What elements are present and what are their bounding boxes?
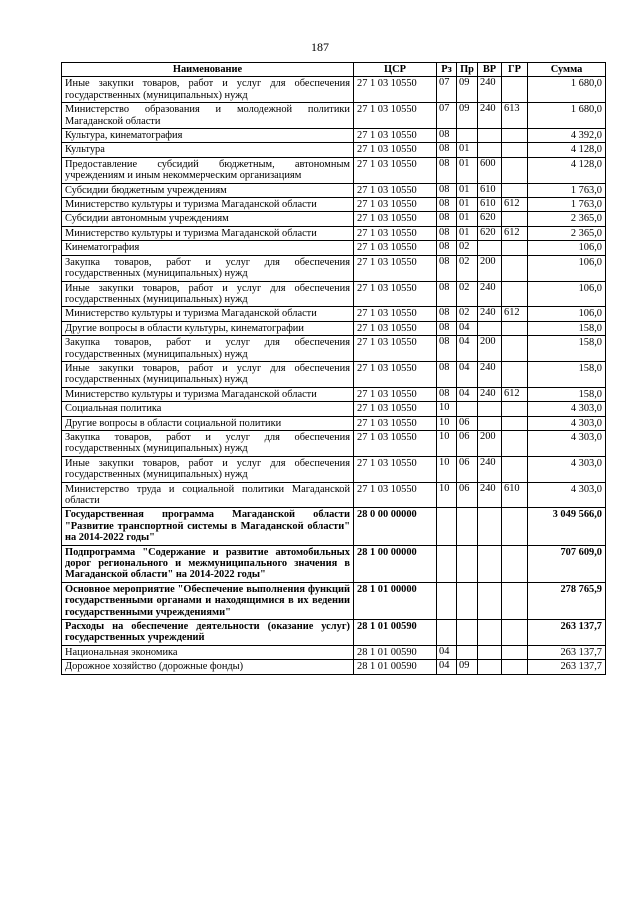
cell-vr [478, 545, 502, 582]
cell-rz: 08 [437, 307, 457, 321]
cell-csr: 27 1 03 10550 [354, 157, 437, 183]
cell-sum: 158,0 [528, 387, 606, 401]
header-csr: ЦСР [354, 63, 437, 77]
cell-csr: 27 1 03 10550 [354, 321, 437, 335]
cell-gr [502, 361, 528, 387]
cell-sum: 1 763,0 [528, 183, 606, 197]
cell-sum: 4 303,0 [528, 482, 606, 508]
cell-sum: 106,0 [528, 281, 606, 307]
cell-csr: 27 1 03 10550 [354, 198, 437, 212]
cell-sum: 4 303,0 [528, 456, 606, 482]
cell-sum: 4 303,0 [528, 416, 606, 430]
cell-csr: 27 1 03 10550 [354, 103, 437, 129]
table-row [62, 255, 606, 281]
cell-rz: 08 [437, 212, 457, 226]
cell-vr [478, 645, 502, 659]
cell-rz: 08 [437, 321, 457, 335]
cell-rz: 08 [437, 361, 457, 387]
cell-gr [502, 77, 528, 103]
cell-csr: 27 1 03 10550 [354, 402, 437, 416]
cell-rz [437, 582, 457, 619]
table-row [62, 129, 606, 143]
cell-pr: 02 [457, 281, 478, 307]
cell-vr [478, 508, 502, 545]
cell-vr [478, 620, 502, 646]
cell-pr: 02 [457, 255, 478, 281]
cell-sum: 4 303,0 [528, 402, 606, 416]
table-row [62, 402, 606, 416]
cell-pr: 09 [457, 660, 478, 674]
cell-sum: 106,0 [528, 255, 606, 281]
header-sum: Сумма [528, 63, 606, 77]
cell-name: Другие вопросы в области культуры, кинематографии [62, 321, 354, 335]
cell-pr [457, 645, 478, 659]
table-row [62, 157, 606, 183]
cell-csr: 27 1 03 10550 [354, 456, 437, 482]
table-row [62, 241, 606, 255]
cell-vr: 610 [478, 198, 502, 212]
cell-csr: 27 1 03 10550 [354, 416, 437, 430]
cell-gr [502, 183, 528, 197]
table-row [62, 281, 606, 307]
cell-rz: 10 [437, 402, 457, 416]
cell-name: Закупка товаров, работ и услуг для обеспечения государственных (муниципальных) нужд [62, 430, 354, 456]
cell-csr: 27 1 03 10550 [354, 143, 437, 157]
cell-pr [457, 508, 478, 545]
cell-csr: 27 1 03 10550 [354, 387, 437, 401]
cell-sum: 158,0 [528, 321, 606, 335]
table-row [62, 387, 606, 401]
cell-name: Иные закупки товаров, работ и услуг для обеспечения государственных (муниципальных) нужд [62, 361, 354, 387]
cell-pr: 06 [457, 416, 478, 430]
cell-sum: 263 137,7 [528, 620, 606, 646]
cell-gr [502, 620, 528, 646]
cell-pr: 01 [457, 212, 478, 226]
cell-csr: 28 1 01 00000 [354, 582, 437, 619]
budget-table [61, 62, 606, 675]
cell-rz: 10 [437, 456, 457, 482]
cell-name: Подпрограмма "Содержание и развитие автомобильных дорог регионального и межмуниципального значения в Магаданской области" на 2014-2022 годы" [62, 545, 354, 582]
cell-csr: 28 0 00 00000 [354, 508, 437, 545]
cell-sum: 707 609,0 [528, 545, 606, 582]
cell-gr [502, 456, 528, 482]
cell-pr: 01 [457, 198, 478, 212]
table-row [62, 307, 606, 321]
cell-gr: 612 [502, 198, 528, 212]
cell-vr [478, 416, 502, 430]
cell-rz: 10 [437, 416, 457, 430]
table-row [62, 545, 606, 582]
cell-rz: 10 [437, 482, 457, 508]
cell-rz: 04 [437, 645, 457, 659]
cell-sum: 3 049 566,0 [528, 508, 606, 545]
cell-vr: 620 [478, 226, 502, 240]
cell-vr: 240 [478, 482, 502, 508]
cell-pr: 04 [457, 387, 478, 401]
cell-vr [478, 129, 502, 143]
cell-rz: 08 [437, 157, 457, 183]
cell-gr: 612 [502, 387, 528, 401]
cell-vr: 200 [478, 430, 502, 456]
table-row [62, 321, 606, 335]
cell-csr: 27 1 03 10550 [354, 77, 437, 103]
cell-vr: 200 [478, 255, 502, 281]
cell-csr: 28 1 00 00000 [354, 545, 437, 582]
cell-vr: 200 [478, 336, 502, 362]
cell-csr: 28 1 01 00590 [354, 660, 437, 674]
cell-csr: 27 1 03 10550 [354, 255, 437, 281]
table-row [62, 198, 606, 212]
cell-sum: 2 365,0 [528, 226, 606, 240]
cell-rz: 10 [437, 430, 457, 456]
cell-gr [502, 416, 528, 430]
cell-pr: 06 [457, 482, 478, 508]
cell-name: Государственная программа Магаданской области "Развитие транспортной системы в Магаданской области" на 2014-2022 годы" [62, 508, 354, 545]
cell-name: Министерство труда и социальной политики Магаданской области [62, 482, 354, 508]
cell-pr: 04 [457, 361, 478, 387]
cell-sum: 2 365,0 [528, 212, 606, 226]
cell-name: Иные закупки товаров, работ и услуг для обеспечения государственных (муниципальных) нужд [62, 281, 354, 307]
cell-gr [502, 241, 528, 255]
table-row [62, 416, 606, 430]
cell-vr: 240 [478, 77, 502, 103]
cell-sum: 4 128,0 [528, 143, 606, 157]
cell-gr: 610 [502, 482, 528, 508]
cell-vr: 620 [478, 212, 502, 226]
cell-gr [502, 508, 528, 545]
cell-rz: 04 [437, 660, 457, 674]
cell-rz: 08 [437, 198, 457, 212]
cell-vr: 240 [478, 361, 502, 387]
cell-name: Субсидии бюджетным учреждениям [62, 183, 354, 197]
cell-name: Министерство культуры и туризма Магаданской области [62, 307, 354, 321]
cell-csr: 27 1 03 10550 [354, 336, 437, 362]
table-row [62, 430, 606, 456]
cell-vr: 240 [478, 307, 502, 321]
cell-gr [502, 645, 528, 659]
cell-vr [478, 660, 502, 674]
cell-pr: 04 [457, 321, 478, 335]
cell-sum: 1 763,0 [528, 198, 606, 212]
cell-gr: 613 [502, 103, 528, 129]
cell-rz: 08 [437, 129, 457, 143]
cell-rz: 08 [437, 226, 457, 240]
page-number: 187 [311, 40, 329, 54]
cell-pr: 01 [457, 143, 478, 157]
cell-sum: 158,0 [528, 336, 606, 362]
cell-gr [502, 129, 528, 143]
cell-name: Субсидии автономным учреждениям [62, 212, 354, 226]
cell-name: Министерство образования и молодежной политики Магаданской области [62, 103, 354, 129]
table-row [62, 482, 606, 508]
table-row [62, 143, 606, 157]
cell-name: Основное мероприятие "Обеспечение выполнения функций государственными органами и находящимися в их ведении государственными учреждениями" [62, 582, 354, 619]
cell-sum: 4 303,0 [528, 430, 606, 456]
cell-gr [502, 281, 528, 307]
cell-gr [502, 545, 528, 582]
table-body [62, 77, 606, 674]
cell-csr: 27 1 03 10550 [354, 226, 437, 240]
cell-csr: 27 1 03 10550 [354, 281, 437, 307]
header-vr: ВР [478, 63, 502, 77]
cell-name: Закупка товаров, работ и услуг для обеспечения государственных (муниципальных) нужд [62, 255, 354, 281]
cell-vr: 240 [478, 103, 502, 129]
cell-gr [502, 430, 528, 456]
table-row [62, 226, 606, 240]
cell-csr: 27 1 03 10550 [354, 212, 437, 226]
cell-name: Министерство культуры и туризма Магаданской области [62, 198, 354, 212]
cell-name: Национальная экономика [62, 645, 354, 659]
cell-sum: 1 680,0 [528, 103, 606, 129]
cell-rz: 08 [437, 336, 457, 362]
cell-sum: 263 137,7 [528, 645, 606, 659]
cell-pr [457, 129, 478, 143]
cell-name: Иные закупки товаров, работ и услуг для обеспечения государственных (муниципальных) нужд [62, 456, 354, 482]
cell-name: Кинематография [62, 241, 354, 255]
table-row [62, 645, 606, 659]
cell-rz: 08 [437, 281, 457, 307]
cell-gr: 612 [502, 226, 528, 240]
table-row [62, 508, 606, 545]
cell-name: Предоставление субсидий бюджетным, автономным учреждениям и иным некоммерческим организациям [62, 157, 354, 183]
cell-vr: 240 [478, 456, 502, 482]
cell-sum: 4 392,0 [528, 129, 606, 143]
cell-csr: 27 1 03 10550 [354, 430, 437, 456]
header-name: Наименование [62, 63, 354, 77]
table-row [62, 336, 606, 362]
cell-name: Дорожное хозяйство (дорожные фонды) [62, 660, 354, 674]
cell-vr [478, 582, 502, 619]
cell-vr [478, 143, 502, 157]
cell-rz: 08 [437, 255, 457, 281]
cell-vr: 240 [478, 281, 502, 307]
table-row [62, 212, 606, 226]
cell-name: Культура, кинематография [62, 129, 354, 143]
table-row [62, 660, 606, 674]
cell-name: Расходы на обеспечение деятельности (оказание услуг) государственных учреждений [62, 620, 354, 646]
table-row [62, 183, 606, 197]
header-rz: Рз [437, 63, 457, 77]
cell-sum: 278 765,9 [528, 582, 606, 619]
cell-pr: 01 [457, 183, 478, 197]
cell-sum: 106,0 [528, 307, 606, 321]
cell-csr: 27 1 03 10550 [354, 482, 437, 508]
cell-csr: 28 1 01 00590 [354, 620, 437, 646]
cell-gr: 612 [502, 307, 528, 321]
cell-pr [457, 545, 478, 582]
cell-csr: 27 1 03 10550 [354, 361, 437, 387]
cell-gr [502, 143, 528, 157]
cell-rz: 07 [437, 77, 457, 103]
cell-gr [502, 336, 528, 362]
cell-vr [478, 402, 502, 416]
cell-name: Другие вопросы в области социальной политики [62, 416, 354, 430]
cell-name: Иные закупки товаров, работ и услуг для обеспечения государственных (муниципальных) нужд [62, 77, 354, 103]
cell-rz: 08 [437, 143, 457, 157]
cell-name: Министерство культуры и туризма Магаданской области [62, 387, 354, 401]
cell-gr [502, 582, 528, 619]
table-row [62, 620, 606, 646]
cell-name: Министерство культуры и туризма Магаданской области [62, 226, 354, 240]
cell-rz: 08 [437, 183, 457, 197]
table-row [62, 456, 606, 482]
table-row [62, 361, 606, 387]
cell-gr [502, 402, 528, 416]
cell-gr [502, 157, 528, 183]
cell-vr [478, 321, 502, 335]
cell-pr [457, 402, 478, 416]
header-gr: ГР [502, 63, 528, 77]
cell-rz: 07 [437, 103, 457, 129]
cell-pr: 01 [457, 157, 478, 183]
table-row [62, 77, 606, 103]
cell-sum: 4 128,0 [528, 157, 606, 183]
cell-sum: 106,0 [528, 241, 606, 255]
cell-csr: 27 1 03 10550 [354, 183, 437, 197]
table-row [62, 103, 606, 129]
cell-vr: 610 [478, 183, 502, 197]
cell-rz: 08 [437, 241, 457, 255]
cell-name: Социальная политика [62, 402, 354, 416]
cell-pr: 06 [457, 456, 478, 482]
cell-pr: 09 [457, 103, 478, 129]
cell-pr: 06 [457, 430, 478, 456]
cell-csr: 28 1 01 00590 [354, 645, 437, 659]
cell-gr [502, 255, 528, 281]
cell-name: Культура [62, 143, 354, 157]
cell-csr: 27 1 03 10550 [354, 129, 437, 143]
cell-name: Закупка товаров, работ и услуг для обеспечения государственных (муниципальных) нужд [62, 336, 354, 362]
cell-gr [502, 660, 528, 674]
cell-pr [457, 582, 478, 619]
table-header-row [62, 63, 606, 77]
cell-vr [478, 241, 502, 255]
cell-sum: 263 137,7 [528, 660, 606, 674]
cell-csr: 27 1 03 10550 [354, 241, 437, 255]
cell-pr: 02 [457, 307, 478, 321]
cell-pr: 01 [457, 226, 478, 240]
cell-pr [457, 620, 478, 646]
cell-pr: 09 [457, 77, 478, 103]
cell-rz: 08 [437, 387, 457, 401]
cell-csr: 27 1 03 10550 [354, 307, 437, 321]
cell-sum: 1 680,0 [528, 77, 606, 103]
header-pr: Пр [457, 63, 478, 77]
cell-pr: 02 [457, 241, 478, 255]
cell-rz [437, 508, 457, 545]
cell-rz [437, 545, 457, 582]
cell-vr: 240 [478, 387, 502, 401]
cell-gr [502, 212, 528, 226]
cell-pr: 04 [457, 336, 478, 362]
cell-sum: 158,0 [528, 361, 606, 387]
cell-gr [502, 321, 528, 335]
cell-vr: 600 [478, 157, 502, 183]
cell-rz [437, 620, 457, 646]
table-row [62, 582, 606, 619]
